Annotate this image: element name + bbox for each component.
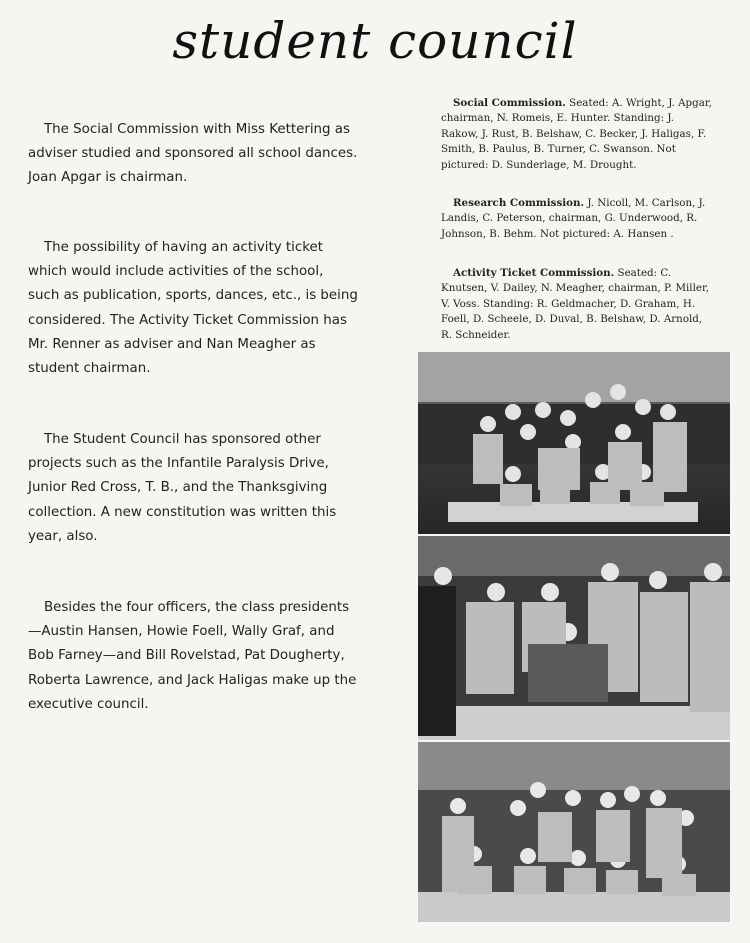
caption-text: J. Nicoll, M. Carlson, J. Landis, C. Peterson, chairman, G. Underwood, R. Johnson, B. Behm. Not pictured: A. Hansen . bbox=[441, 197, 706, 240]
social-commission-photo bbox=[418, 352, 730, 534]
projects-paragraph: The Student Council has sponsored other projects such as the Infantile Paralysis Drive, Junior Red Cross, T. B., and the Thanksgiving collection. A new constitution was written this year, also. bbox=[28, 432, 337, 544]
activity-ticket-paragraph: The possibility of having an activity ticket which would include activities of the school, such as publication, sports, dances, etc., is being considered. The Activity Ticket Commission has Mr. Renner as adviser and Nan Meagher as student chairman. bbox=[28, 240, 358, 377]
research-commission-photo bbox=[418, 536, 730, 740]
caption-heading: Research Commission. bbox=[453, 197, 585, 209]
executive-council-paragraph: Besides the four officers, the class presidents —Austin Hansen, Howie Foell, Wally Graf, and Bob Farney—and Bill Rovelstad, Pat Dougherty, Roberta Lawrence, and Jack Haligas make up the executive council. bbox=[28, 600, 357, 712]
research-commission-caption bbox=[441, 196, 713, 242]
social-commission-paragraph: The Social Commission with Miss Kettering as adviser studied and sponsored all school dances. Joan Apgar is chairman. bbox=[28, 122, 358, 186]
activity-ticket-caption bbox=[441, 266, 713, 343]
caption-heading: Social Commission. bbox=[453, 97, 566, 109]
activity-ticket-photo bbox=[418, 742, 730, 922]
caption-text: Seated: C. Knutsen, V. Dailey, N. Meagher, chairman, P. Miller, V. Voss. Standing: R. Geldmacher, D. Graham, H. Foell, D. Scheele, D. Duval, B. Belshaw, D. Arnold, R. Schneider. bbox=[441, 267, 710, 341]
social-commission-caption bbox=[441, 96, 713, 173]
caption-heading: Activity Ticket Commission. bbox=[453, 267, 615, 279]
caption-text: Seated: A. Wright, J. Apgar, chairman, N. Romeis, E. Hunter. Standing: J. Rakow, J. Rust, B. Belshaw, C. Becker, J. Haligas, F. Smith, B. Paulus, B. Turner, C. Swanson. Not pictured: D. Sunderlage, M. Drought. bbox=[441, 97, 712, 171]
page-title: student council bbox=[172, 12, 578, 70]
